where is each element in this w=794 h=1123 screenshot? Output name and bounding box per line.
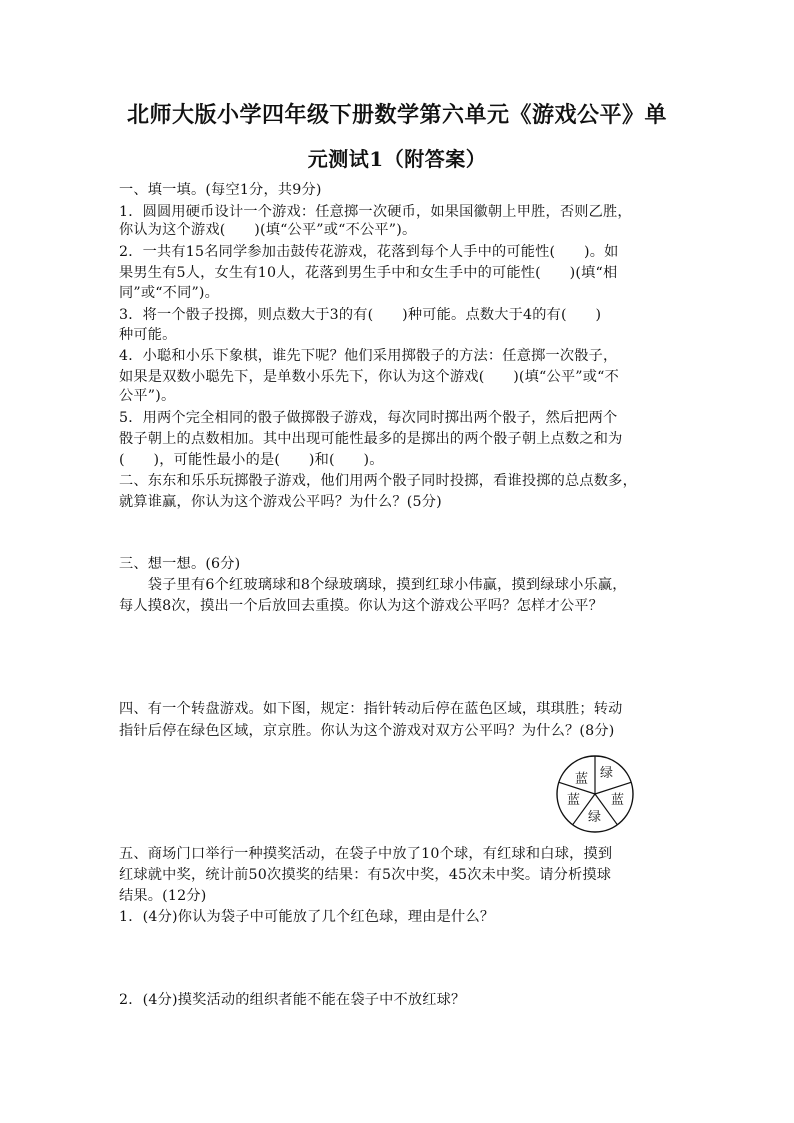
question-2-line-3: 同”或“不同”)。	[119, 285, 220, 301]
wheel-label-green-1: 绿	[600, 766, 614, 781]
document-title-line-2: 元测试1（附答案）	[307, 147, 487, 171]
question-5-line-2: 骰子朝上的点数相加。其中出现可能性最多的是掷出的两个骰子朝上点数之和为	[119, 431, 623, 447]
question-5-line-1: 5．用两个完全相同的骰子做掷骰子游戏，每次同时掷出两个骰子，然后把两个	[119, 410, 618, 426]
section-2-line-1: 二、东东和乐乐玩掷骰子游戏，他们用两个骰子同时投掷，看谁投掷的总点数多，	[119, 473, 637, 489]
question-2-line-2: 果男生有5人，女生有10人，花落到男生手中和女生手中的可能性( )(填“相	[119, 265, 618, 281]
question-4-line-1: 4．小聪和小乐下象棋，谁先下呢？他们采用掷骰子的方法：任意掷一次骰子，	[119, 348, 618, 364]
section-3-line-2: 每人摸8次，摸出一个后放回去重摸。你认为这个游戏公平吗？怎样才公平？	[119, 598, 604, 614]
document-title-line-1: 北师大版小学四年级下册数学第六单元《游戏公平》单	[126, 102, 667, 128]
question-2-line-1: 2．一共有15名同学参加击鼓传花游戏，花落到每个人手中的可能性( )。如	[119, 244, 619, 260]
section-5-line-3: 结果。(12分)	[119, 888, 207, 904]
spinner-wheel-diagram	[553, 752, 637, 836]
section-3-line-1: 袋子里有6个红玻璃球和8个绿玻璃球，摸到红球小伟赢，摸到绿球小乐赢，	[119, 577, 627, 593]
question-3-line-2: 种可能。	[119, 327, 177, 343]
section-5-question-1: 1．(4分)你认为袋子中可能放了几个红色球，理由是什么？	[119, 909, 495, 925]
section-4-line-1: 四、有一个转盘游戏。如下图，规定：指针转动后停在蓝色区域，琪琪胜；转动	[119, 701, 623, 717]
question-3-line-1: 3．将一个骰子投掷，则点数大于3的有( )种可能。点数大于4的有( )	[119, 307, 602, 323]
question-4-line-2: 如果是双数小聪先下，是单数小乐先下，你认为这个游戏( )(填“公平”或“不	[119, 369, 619, 385]
section-1-heading: 一、填一填。(每空1分，共9分)	[119, 182, 322, 198]
section-3-heading: 三、想一想。(6分)	[119, 556, 241, 572]
wheel-label-blue-2: 蓝	[611, 793, 625, 808]
question-1-line-2: 你认为这个游戏( )(填“公平”或“不公平”)。	[119, 222, 417, 238]
wheel-label-blue-3: 蓝	[567, 793, 581, 808]
wheel-label-blue-1: 蓝	[575, 772, 589, 787]
question-1-line-1: 1．圆圆用硬币设计一个游戏：任意掷一次硬币，如果国徽朝上甲胜，否则乙胜，	[119, 204, 632, 220]
question-4-line-3: 公平”)。	[119, 388, 176, 404]
section-2-line-2: 就算谁赢，你认为这个游戏公平吗？为什么？(5分)	[119, 494, 442, 510]
section-5-line-2: 红球就中奖，统计前50次摸奖的结果：有5次中奖，45次未中奖。请分析摸球	[119, 867, 612, 883]
question-5-line-3: ( )，可能性最小的是( )和( )。	[119, 452, 384, 468]
wheel-label-green-2: 绿	[588, 810, 602, 825]
section-5-question-2: 2．(4分)摸奖活动的组织者能不能在袋子中不放红球？	[119, 992, 466, 1008]
section-4-line-2: 指针后停在绿色区域，京京胜。你认为这个游戏对双方公平吗？为什么？(8分)	[119, 723, 615, 739]
section-5-line-1: 五、商场门口举行一种摸奖活动，在袋子中放了10个球，有红球和白球，摸到	[119, 846, 613, 862]
